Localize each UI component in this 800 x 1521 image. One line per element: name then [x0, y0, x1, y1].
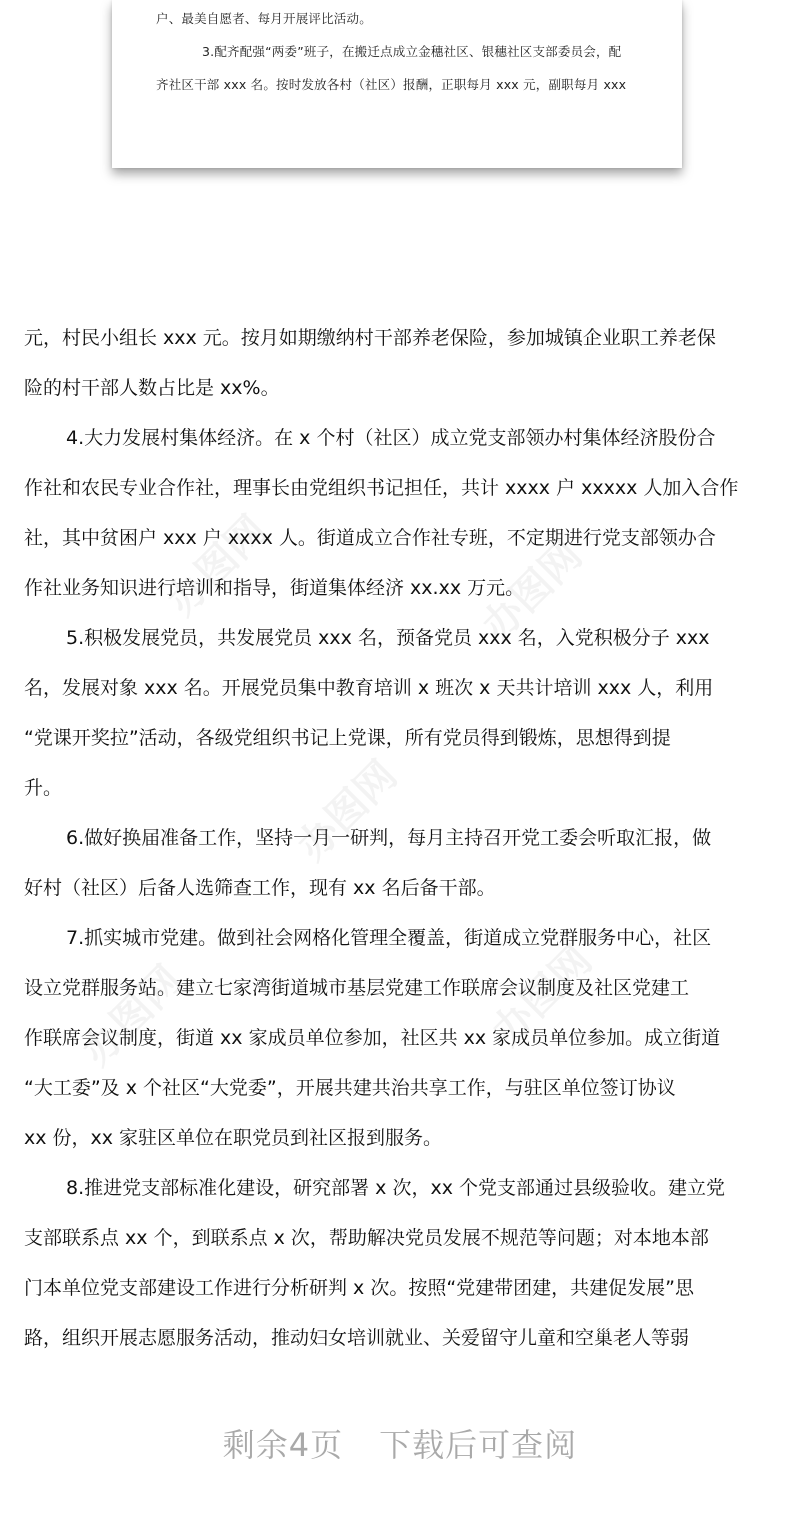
- body-line: 险的村干部人数占比是 xx%。: [24, 377, 280, 399]
- paragraph-start-line: 7.抓实城市党建。做到社会网格化管理全覆盖，街道成立党群服务中心，社区: [66, 927, 712, 949]
- page-preview-card: [112, 0, 682, 168]
- body-line: xx 份，xx 家驻区单位在职党员到社区报到服务。: [24, 1127, 443, 1149]
- body-line: 社，其中贫困户 xxx 户 xxxx 人。街道成立合作社专班，不定期进行党支部领办合: [24, 527, 716, 549]
- body-line: 元，村民小组长 xxx 元。按月如期缴纳村干部养老保险，参加城镇企业职工养老保: [24, 327, 716, 349]
- watermark: 办图网: [473, 532, 592, 650]
- body-line: “党课开奖拉”活动，各级党组织书记上党课，所有党员得到锻炼，思想得到提: [24, 727, 671, 749]
- watermark: 办图网: [158, 507, 277, 625]
- watermark: 办图网: [288, 752, 407, 870]
- preview-line: 3.配齐配强“两委”班子，在搬迁点成立金穗社区、银穗社区支部委员会，配: [202, 44, 622, 59]
- body-line: 作社和农民专业合作社，理事长由党组织书记担任，共计 xxxx 户 xxxxx 人加入合作: [24, 477, 739, 499]
- download-hint-label: 下载后可查阅: [379, 1426, 578, 1464]
- paragraph-start-line: 6.做好换届准备工作，坚持一月一研判，每月主持召开党工委会听取汇报，做: [66, 827, 712, 849]
- body-line: 作联席会议制度，街道 xx 家成员单位参加，社区共 xx 家成员单位参加。成立街道: [24, 1027, 721, 1049]
- body-line: 门本单位党支部建设工作进行分析研判 x 次。按照“党建带团建，共建促发展”思: [24, 1277, 695, 1299]
- watermark: 办图网: [73, 957, 192, 1075]
- body-line: 好村（社区）后备人选筛查工作，现有 xx 名后备干部。: [24, 877, 496, 899]
- download-prompt-banner[interactable]: [0, 1420, 800, 1466]
- body-line: 支部联系点 xx 个，到联系点 x 次，帮助解决党员发展不规范等问题；对本地本部: [24, 1227, 709, 1249]
- preview-line: 齐社区干部 xxx 名。按时发放各村（社区）报酬，正职每月 xxx 元，副职每月 xxx: [156, 77, 627, 92]
- body-line: 作社业务知识进行培训和指导，街道集体经济 xx.xx 万元。: [24, 577, 525, 599]
- preview-line: 户、最美自愿者、每月开展评比活动。: [156, 11, 372, 26]
- body-line: 升。: [24, 777, 63, 799]
- body-line: “大工委”及 x 个社区“大党委”，开展共建共治共享工作，与驻区单位签订协议: [24, 1077, 676, 1099]
- paragraph-start-line: 4.大力发展村集体经济。在 x 个村（社区）成立党支部领办村集体经济股份合: [66, 427, 716, 449]
- body-line: 路，组织开展志愿服务活动，推动妇女培训就业、关爱留守儿童和空巢老人等弱: [24, 1327, 690, 1349]
- body-line: 名，发展对象 xxx 名。开展党员集中教育培训 x 班次 x 天共计培训 xxx 人，利用: [24, 677, 714, 699]
- paragraph-start-line: 5.积极发展党员，共发展党员 xxx 名，预备党员 xxx 名，入党积极分子 xxx: [66, 627, 710, 649]
- paragraph-start-line: 8.推进党支部标准化建设，研究部署 x 次，xx 个党支部通过县级验收。建立党: [66, 1177, 725, 1199]
- body-line: 设立党群服务站。建立七家湾街道城市基层党建工作联席会议制度及社区党建工: [24, 977, 690, 999]
- watermark: 办图网: [483, 937, 602, 1055]
- remaining-pages-label: 剩余4页: [222, 1426, 344, 1464]
